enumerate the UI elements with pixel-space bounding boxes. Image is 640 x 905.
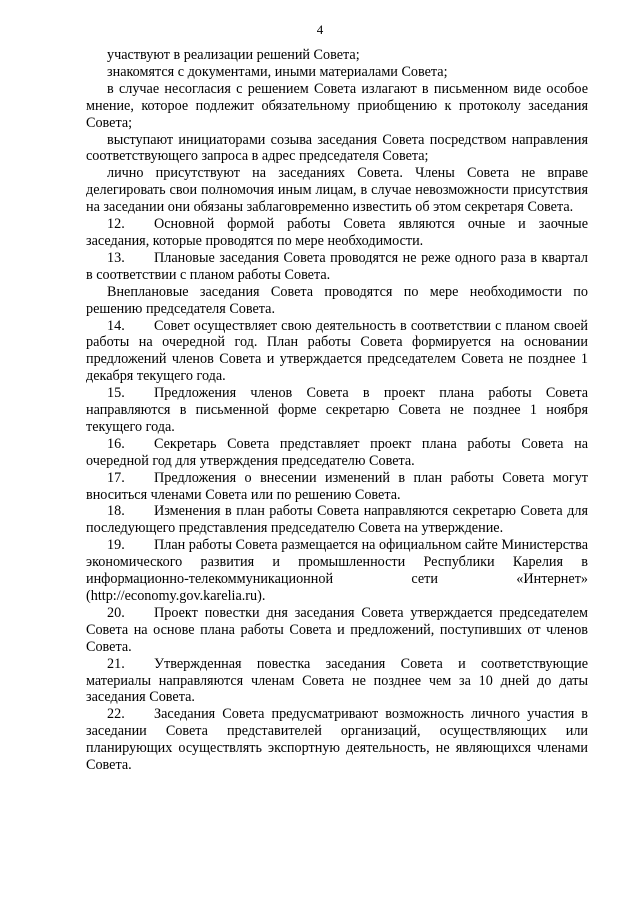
document-paragraph xyxy=(86,470,588,504)
paragraph-number: 12. xyxy=(107,216,125,233)
paragraph-number: 21. xyxy=(107,655,125,672)
document-paragraph xyxy=(86,284,588,318)
paragraph-number: 19. xyxy=(107,537,125,554)
paragraph-text: выступают инициаторами созыва заседания Совета посредством направления соответствующего запроса в адрес председателя Совета; xyxy=(86,131,588,165)
paragraph-text: Внеплановые заседания Совета проводятся по мере необходимости по решению председателя Совета. xyxy=(86,283,588,317)
paragraph-number: 20. xyxy=(107,604,125,621)
paragraph-text: Изменения в план работы Совета направляются секретарю Совета для последующего представления председателю Совета на утверждение. xyxy=(86,503,588,537)
paragraph-text: Секретарь Совета представляет проект плана работы Совета на очередной год для утверждения председателю Совета. xyxy=(86,435,588,469)
document-paragraph xyxy=(86,165,588,216)
paragraph-number: 16. xyxy=(107,435,125,452)
document-paragraph xyxy=(86,385,588,436)
document-paragraph xyxy=(86,47,588,64)
document-paragraph xyxy=(86,706,588,774)
paragraph-text: Предложения о внесении изменений в план работы Совета могут вноситься членами Совета или по решению Совета. xyxy=(86,469,588,503)
paragraph-text: Основной формой работы Совета являются очные и заочные заседания, которые проводятся по мере необходимости. xyxy=(86,216,588,249)
document-paragraph xyxy=(86,132,588,166)
paragraph-text: Совет осуществляет свою деятельность в соответствии с планом своей работы на очередной год. План работы Совета формируется на основании предложений членов Совета и утверждается председателем Совета не позднее 1 декабря текущего года. xyxy=(86,317,588,385)
document-paragraph xyxy=(86,503,588,537)
paragraph-number: 14. xyxy=(107,317,125,334)
paragraph-text: участвуют в реализации решений Совета; xyxy=(107,47,360,63)
document-paragraph xyxy=(86,318,588,386)
document-paragraph xyxy=(86,216,588,250)
paragraph-text: Плановые заседания Совета проводятся не реже одного раза в квартал в соответствии с планом работы Совета. xyxy=(86,249,588,283)
paragraph-text: знакомятся с документами, иными материалами Совета; xyxy=(107,63,448,80)
document-paragraph xyxy=(86,250,588,284)
paragraph-text: Утвержденная повестка заседания Совета и соответствующие материалы направляются членам Совета не позднее чем за 10 дней до даты заседания Совета. xyxy=(86,655,588,706)
paragraph-text: лично присутствуют на заседаниях Совета. Члены Совета не вправе делегировать свои полномочия иным лицам, в случае невозможности присутствия на заседании они обязаны заблаговременно известить об этом секретаря Совета. xyxy=(86,165,588,216)
paragraph-number: 22. xyxy=(107,706,125,723)
document-paragraph xyxy=(86,436,588,470)
document-paragraph xyxy=(86,605,588,656)
paragraph-text: Проект повестки дня заседания Совета утверждается председателем Совета на основе плана работы Совета и предложений, поступивших от членов Совета. xyxy=(86,604,588,655)
document-paragraph xyxy=(86,81,588,132)
paragraph-number: 13. xyxy=(107,249,125,266)
document-body xyxy=(86,47,588,774)
paragraph-number: 15. xyxy=(107,385,125,402)
paragraph-text: Предложения членов Совета в проект плана работы Совета направляются в письменной форме секретарю Совета не позднее 1 ноября текущего года. xyxy=(86,385,588,435)
document-paragraph xyxy=(86,64,588,81)
document-paragraph xyxy=(86,537,588,605)
paragraph-text: в случае несогласия с решением Совета излагают в письменном виде особое мнение, которое подлежит обязательному приобщению к протоколу заседания Совета; xyxy=(86,80,588,131)
paragraph-text: Заседания Совета предусматривают возможность личного участия в заседании Совета представителей организаций, осуществляющих или планирующих осуществлять экспортную деятельность, не являющихся членами Совета. xyxy=(86,706,588,774)
paragraph-number: 17. xyxy=(107,469,125,486)
paragraph-number: 18. xyxy=(107,503,125,520)
document-paragraph xyxy=(86,656,588,707)
paragraph-text: План работы Совета размещается на официальном сайте Министерства экономического развития и промышленности Республики Карелия в информационно-телекоммуникационной сети «Интернет» (http://economy.gov.karelia.ru). xyxy=(86,537,588,604)
page-number: 4 xyxy=(316,22,324,37)
